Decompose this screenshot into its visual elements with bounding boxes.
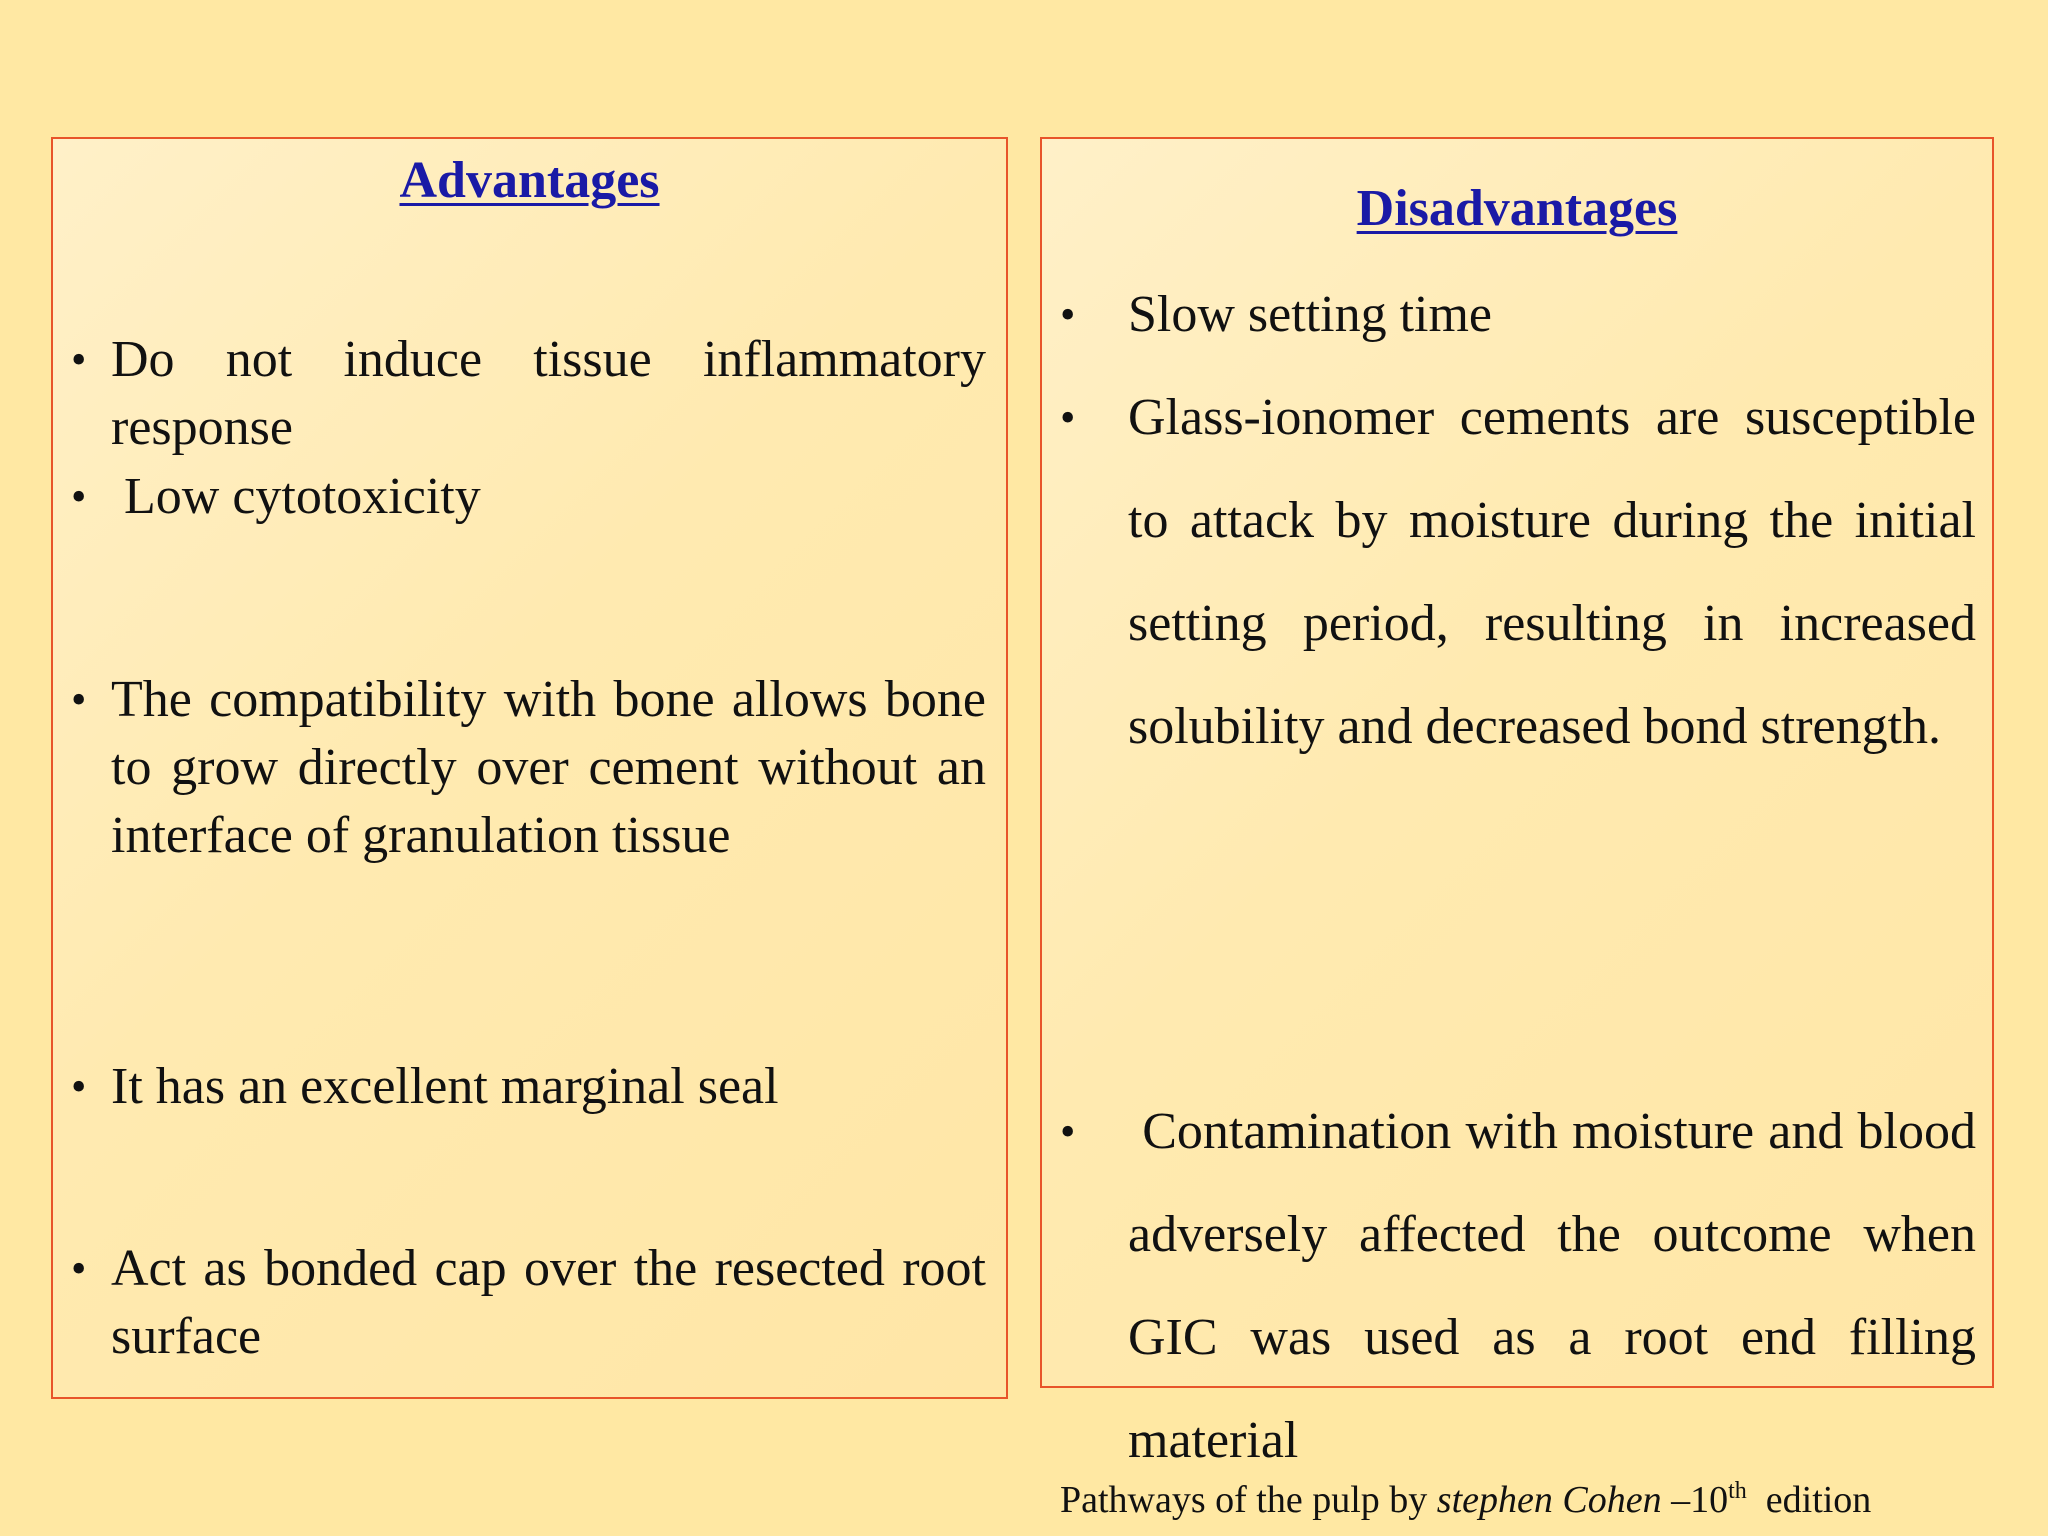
bullet-icon: • <box>71 1062 87 1111</box>
advantage-text: Act as bonded cap over the resected root surface <box>111 1240 986 1365</box>
citation-suffix: edition <box>1746 1479 1872 1521</box>
disadvantage-text: Contamination with moisture and blood adversely affected the outcome when GIC was used as a root end filling material <box>1128 1103 1990 1469</box>
citation-prefix: Pathways of the pulp by <box>1060 1479 1437 1521</box>
citation-author: stephen Cohen <box>1436 1479 1662 1521</box>
disadvantages-panel <box>1040 137 1994 1469</box>
disadvantage-text: Glass-ionomer cements are susceptible to attack by moisture during the initial setting period, resulting in increased solubility and decreased bond strength. <box>1128 389 1976 755</box>
bullet-icon: • <box>71 675 87 724</box>
advantage-text: Low cytotoxicity <box>111 468 481 525</box>
advantages-panel <box>51 137 1008 1399</box>
disadvantages-heading: Disadvantages <box>1356 180 1678 237</box>
disadvantage-text: Slow setting time <box>1128 286 1492 343</box>
advantage-text: The compatibility with bone allows bone to grow directly over cement without an interface of granulation tissue <box>111 671 986 864</box>
bullet-icon: • <box>1060 290 1076 339</box>
advantage-text: Do not induce tissue inflammatory response <box>111 331 986 456</box>
bullet-icon: • <box>71 335 87 384</box>
citation-ordinal: th <box>1728 1478 1747 1504</box>
citation-footer <box>1060 1478 1871 1522</box>
bullet-icon: • <box>1060 1107 1076 1156</box>
citation-edition-number: –10 <box>1661 1479 1729 1521</box>
bullet-icon: • <box>71 472 87 521</box>
advantage-text: It has an excellent marginal seal <box>111 1058 779 1115</box>
bullet-icon: • <box>71 1244 87 1293</box>
bullet-icon: • <box>1060 393 1076 442</box>
advantages-heading: Advantages <box>399 152 660 209</box>
